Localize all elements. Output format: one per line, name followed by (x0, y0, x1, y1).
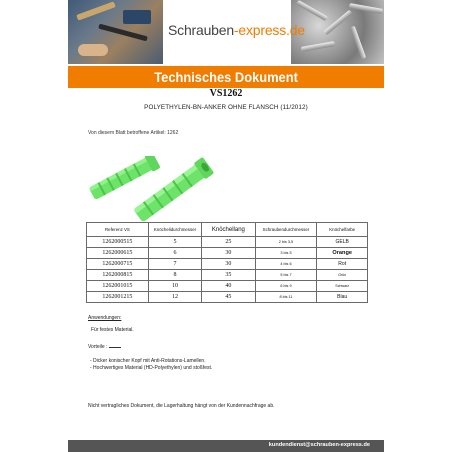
cell-length: 25 (202, 237, 255, 248)
cell-diameter: 7 (148, 259, 201, 270)
cell-diameter: 6 (148, 248, 201, 259)
table-row (87, 248, 368, 259)
cell-color: Rot (317, 259, 368, 270)
cell-color: GELB (317, 237, 368, 248)
cell-screw-diameter: 3 bis 5 (255, 248, 317, 259)
product-title: POLYETHYLEN-BN-ANKER OHNE FLANSCH (11/2012) (144, 104, 308, 111)
cell-length: 30 (202, 259, 255, 270)
table-row (87, 270, 368, 281)
cell-diameter: 12 (148, 292, 201, 303)
cell-length: 40 (202, 281, 255, 292)
footer-bar (68, 440, 384, 452)
cell-diameter: 10 (148, 281, 201, 292)
logo-brand: Schrauben (168, 22, 234, 38)
spec-table (86, 222, 368, 303)
cell-length: 35 (202, 270, 255, 281)
blank-underline (109, 342, 121, 348)
table-row (87, 259, 368, 270)
document-type-bar (68, 66, 384, 88)
advantage-item: - Hochwertiges Material (HD-Polyethylen) und stoßfest. (90, 365, 213, 371)
cell-color: Orange (317, 248, 368, 259)
applications-heading: Anwendungen: (88, 315, 122, 321)
cell-reference: 1262000515 (87, 237, 149, 248)
anchor-left (88, 156, 161, 202)
cell-screw-diameter: 2 bis 3,5 (255, 237, 317, 248)
logo-suffix: -express.de (233, 22, 305, 38)
cell-screw-diameter: 5 bis 7 (255, 270, 317, 281)
footer-email-link[interactable]: kundendienst@schrauben-express.de (268, 442, 370, 448)
document-id: VS1262 (209, 88, 243, 99)
advantage-item: - Dicker konischer Kopf mit Anti-Rotations-Lamellen. (90, 358, 206, 364)
cell-length: 30 (202, 248, 255, 259)
col-header-color: Knöchelfarbe (317, 223, 368, 237)
disclaimer-note: Nicht vertragliches Dokument, die Lagerhaltung hängt von der Kundennachfrage ab. (88, 403, 275, 409)
product-image (86, 156, 226, 222)
table-header-row (87, 223, 368, 237)
banner-photo-tools (68, 0, 163, 64)
cell-screw-diameter: 8 bis 11 (255, 292, 317, 303)
col-header-reference: Referenz VS (87, 223, 149, 237)
applications-text: Für festes Material. (91, 327, 134, 333)
cell-screw-diameter: 6 bis 9 (255, 281, 317, 292)
cell-length: 45 (202, 292, 255, 303)
company-logo[interactable] (168, 22, 305, 38)
advantages-heading (88, 342, 121, 350)
cell-screw-diameter: 4 bis 6 (255, 259, 317, 270)
col-header-screw-diameter: Schraubendurchmesser (255, 223, 317, 237)
col-header-diameter: Knöchelidurchmesser (148, 223, 201, 237)
cell-diameter: 8 (148, 270, 201, 281)
cell-reference: 1262001015 (87, 281, 149, 292)
table-row (87, 292, 368, 303)
table-row (87, 237, 368, 248)
col-header-length: Knöchellang (202, 223, 255, 237)
affected-articles-note: Von diesem Blatt betroffene Artikel: 1262 (88, 130, 179, 136)
cell-reference: 1262000815 (87, 270, 149, 281)
cell-color: Schwarz (317, 281, 368, 292)
cell-reference: 1262000615 (87, 248, 149, 259)
cell-reference: 1262000715 (87, 259, 149, 270)
cell-reference: 1262001215 (87, 292, 149, 303)
advantages-heading-label: Vorteile : (88, 344, 108, 350)
cell-color: Blau (317, 292, 368, 303)
document-type-title: Technisches Dokument (154, 69, 298, 85)
cell-diameter: 5 (148, 237, 201, 248)
table-row (87, 281, 368, 292)
cell-color: Grün (317, 270, 368, 281)
